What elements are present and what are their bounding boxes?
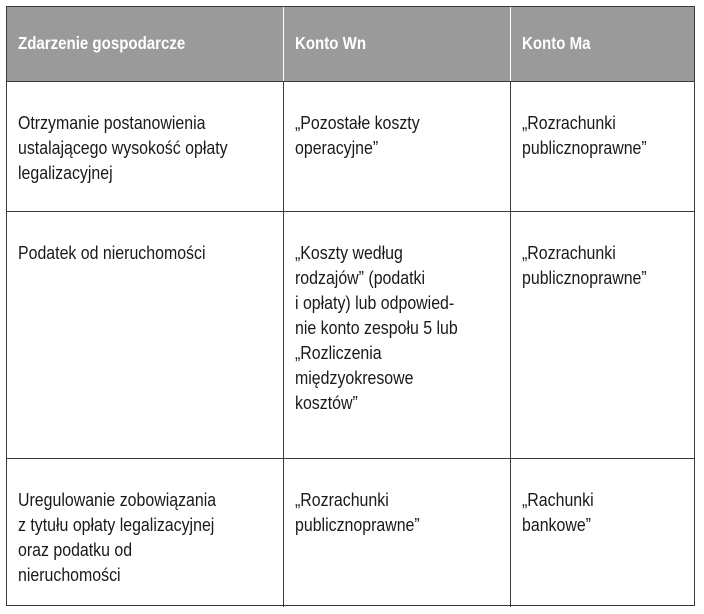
header-cell-event (7, 7, 284, 81)
table-row (7, 212, 694, 459)
cell-credit (511, 459, 694, 607)
cell-credit (511, 212, 694, 458)
cell-event (7, 212, 284, 458)
event-text: Uregulowanie zobowiązania z tytułu opłaty legalizacyjnej oraz podatku od nieruchomości (18, 489, 217, 585)
table-row (7, 82, 694, 212)
event-text: Podatek od nieruchomości (18, 242, 206, 263)
cell-debit (284, 212, 511, 458)
cell-event (7, 82, 284, 211)
debit-text: „Koszty według rodzajów” (podatki i opłaty) lub odpowied- nie konto zespołu 5 lub „Rozliczenia międzyokresowe kosztów” (295, 242, 458, 413)
credit-text: „Rozrachunki publicznoprawne” (522, 242, 647, 288)
accounting-table (6, 6, 695, 606)
table-row (7, 459, 694, 607)
debit-text: „Rozrachunki publicznoprawne” (295, 489, 420, 535)
header-label-credit: Konto Ma (522, 33, 591, 53)
header-cell-debit (284, 7, 511, 81)
event-text: Otrzymanie postanowienia ustalającego wysokość opłaty legalizacyjnej (18, 112, 228, 183)
debit-text: „Pozostałe koszty operacyjne” (295, 112, 420, 158)
credit-text: „Rachunki bankowe” (522, 489, 594, 535)
cell-debit (284, 459, 511, 607)
header-label-event: Zdarzenie gospodarcze (18, 33, 186, 53)
table-header-row (7, 7, 694, 82)
header-label-debit: Konto Wn (295, 33, 367, 53)
cell-event (7, 459, 284, 607)
credit-text: „Rozrachunki publicznoprawne” (522, 112, 647, 158)
cell-debit (284, 82, 511, 211)
header-cell-credit (511, 7, 694, 81)
cell-credit (511, 82, 694, 211)
